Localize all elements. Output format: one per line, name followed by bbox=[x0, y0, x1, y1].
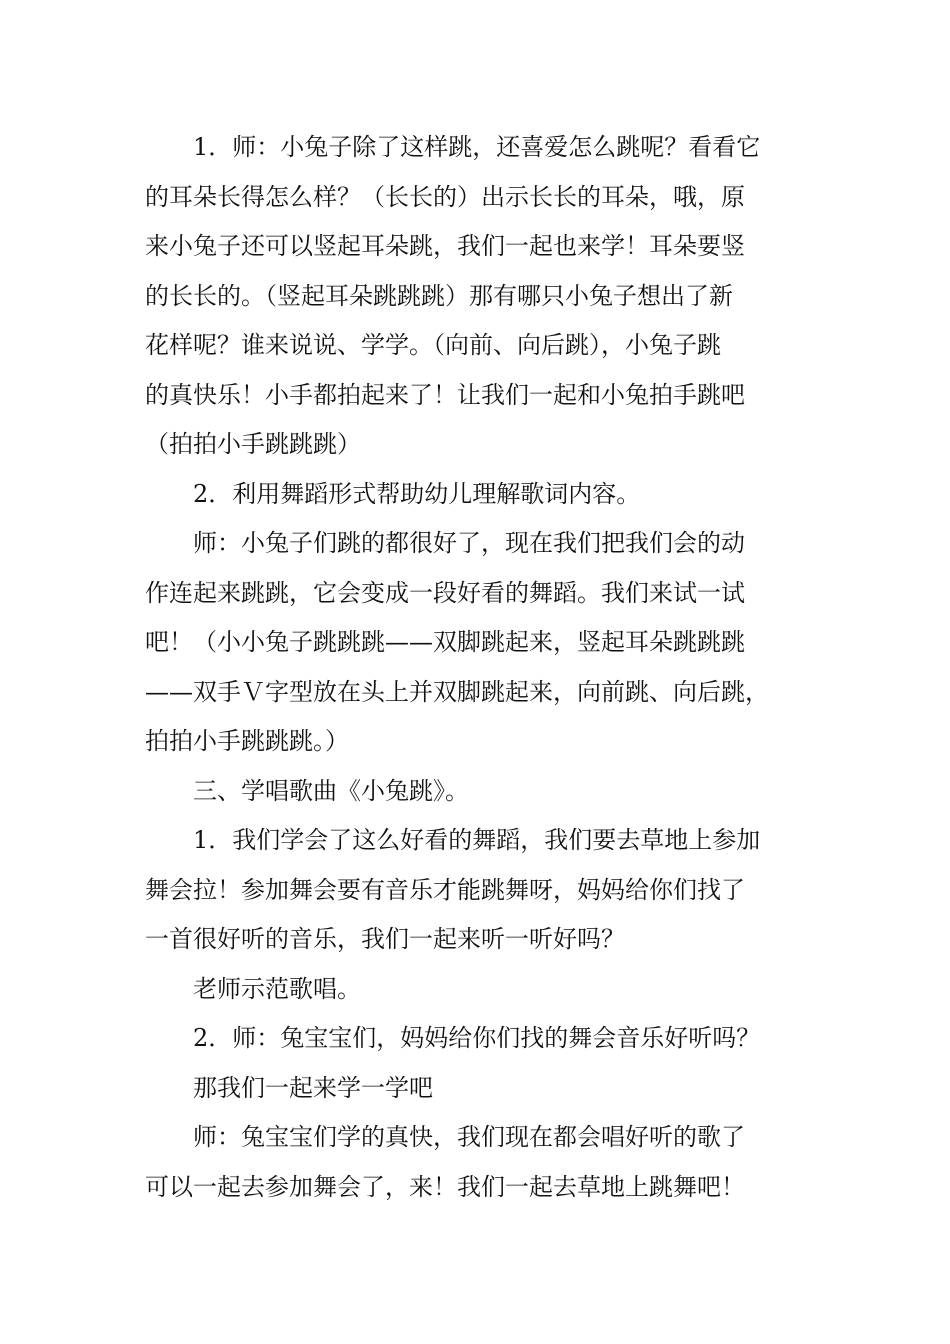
text-line: 一首很好听的音乐，我们一起来听一听好吗？ bbox=[145, 925, 625, 953]
text-line: 那我们一起来学一学吧 bbox=[193, 1073, 433, 1102]
paragraph bbox=[145, 767, 810, 817]
text-line: 舞会拉！参加舞会要有音乐才能跳舞呀，妈妈给你们找了 bbox=[145, 875, 745, 904]
paragraph bbox=[145, 470, 810, 520]
text-line: 吧！（小小兔子跳跳跳——双脚跳起来，竖起耳朵跳跳跳 bbox=[145, 628, 745, 656]
text-line: 可以一起去参加舞会了，来！我们一起去草地上跳舞吧！ bbox=[145, 1172, 745, 1201]
paragraph bbox=[145, 816, 810, 965]
text-line: 的真快乐！小手都拍起来了！让我们一起和小兔拍手跳吧 bbox=[145, 380, 745, 409]
text-line: 师：兔宝宝们学的真快，我们现在都会唱好听的歌了 bbox=[193, 1123, 745, 1151]
paragraph bbox=[145, 965, 810, 1015]
text-line: 1．我们学会了这么好看的舞蹈，我们要去草地上参加 bbox=[193, 826, 761, 854]
text-line: 的耳朵长得怎么样？（长长的）出示长长的耳朵，哦，原 bbox=[145, 182, 745, 211]
text-line: 师：小兔子们跳的都很好了，现在我们把我们会的动 bbox=[193, 529, 745, 557]
text-line: 2．利用舞蹈形式帮助幼儿理解歌词内容。 bbox=[193, 479, 641, 508]
text-line: 作连起来跳跳，它会变成一段好看的舞蹈。我们来试一试 bbox=[145, 578, 745, 607]
paragraph bbox=[145, 1064, 810, 1114]
text-line: （拍拍小手跳跳跳） bbox=[145, 430, 361, 458]
paragraph bbox=[145, 123, 810, 470]
paragraph bbox=[145, 1014, 810, 1064]
text-line: 的长长的。（竖起耳朵跳跳跳）那有哪只小兔子想出了新 bbox=[145, 281, 733, 310]
document-page bbox=[145, 123, 810, 1212]
text-line: 三、学唱歌曲《小兔跳》。 bbox=[193, 776, 469, 805]
text-line: 老师示范歌唱。 bbox=[193, 974, 361, 1003]
paragraph bbox=[145, 519, 810, 767]
paragraph bbox=[145, 1113, 810, 1212]
document-body bbox=[145, 123, 810, 1212]
text-line: 拍拍小手跳跳跳。） bbox=[145, 727, 349, 755]
text-line: 来小兔子还可以竖起耳朵跳，我们一起也来学！耳朵要竖 bbox=[145, 232, 745, 260]
text-line: 2．师：兔宝宝们，妈妈给你们找的舞会音乐好听吗？ bbox=[193, 1024, 761, 1052]
text-line: 花样呢？谁来说说、学学。（向前、向后跳），小兔子跳 bbox=[145, 331, 721, 359]
text-line: 1．师：小兔子除了这样跳，还喜爱怎么跳呢？看看它 bbox=[193, 133, 761, 161]
text-line: ——双手Ｖ字型放在头上并双脚跳起来，向前跳、向后跳， bbox=[145, 677, 769, 706]
